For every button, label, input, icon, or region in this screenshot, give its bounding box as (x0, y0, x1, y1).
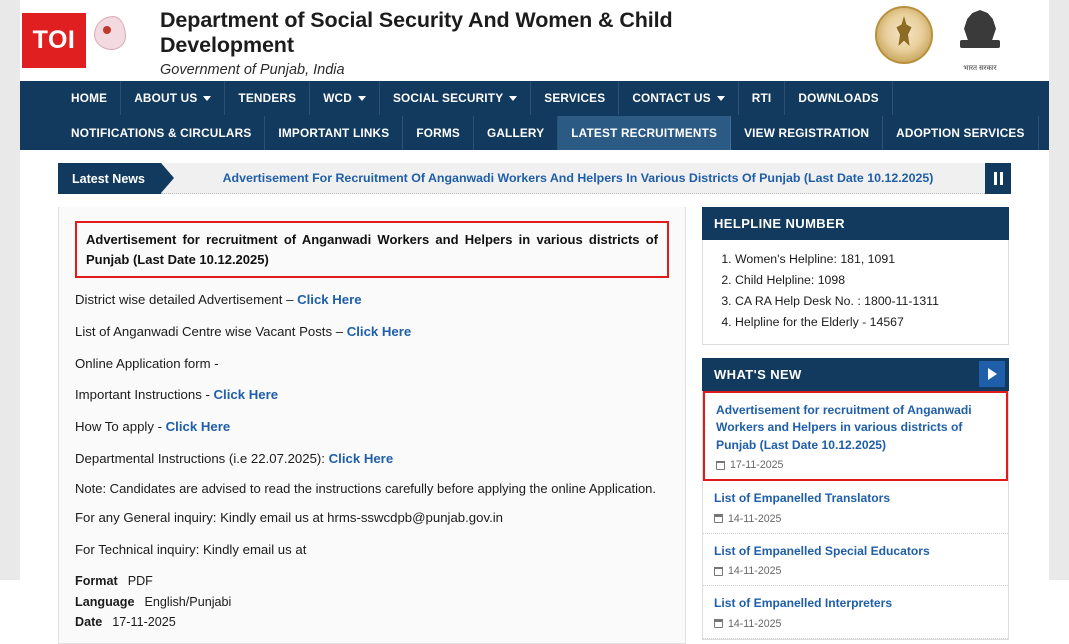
whats-new-item-date (714, 618, 997, 630)
nav-item-label: HOME (71, 91, 108, 105)
nav-item-adoption-services[interactable] (883, 116, 1038, 150)
info-row-label: Important Instructions - (75, 387, 214, 403)
click-here-link[interactable]: Click Here (213, 387, 279, 403)
emblems (873, 6, 1011, 73)
nav-item-downloads[interactable] (785, 81, 892, 115)
latest-news-ticker (58, 163, 1011, 194)
chevron-down-icon (203, 96, 211, 101)
nav-item-label: ADOPTION SERVICES (896, 125, 1025, 140)
info-row (75, 290, 669, 310)
nav-item-services[interactable] (531, 81, 619, 115)
nav-item-forms[interactable] (403, 116, 474, 150)
helpline-item: 1. Women's Helpline: 181, 1091 (735, 249, 996, 270)
list-item[interactable] (703, 391, 1008, 482)
toi-logo[interactable]: TOI (22, 13, 86, 68)
nav-item-important-links[interactable] (265, 116, 403, 150)
whats-new-item-title[interactable]: Advertisement for recruitment of Anganwadi Workers and Helpers in various districts of Punjab (Last Date 10.12.2025) (716, 402, 972, 452)
header-titles (160, 8, 760, 78)
list-item[interactable] (703, 481, 1008, 534)
helpline-panel-body (702, 240, 1009, 345)
whats-new-title: WHAT'S NEW (714, 366, 802, 382)
site-container (20, 0, 1049, 630)
meta-row (75, 571, 669, 591)
general-inquiry-email[interactable]: hrms-sswcdpb@punjab.gov.in (327, 509, 504, 525)
helpline-item: 3. CA RA Help Desk No. : 1800-11-1311 (735, 291, 996, 312)
technical-inquiry-row: For Technical inquiry: Kindly email us at (75, 541, 307, 557)
chevron-down-icon (358, 96, 366, 101)
general-inquiry-label: For any General inquiry: Kindly email us at (75, 509, 328, 525)
helpline-item: 4. Helpline for the Elderly - 14567 (735, 312, 996, 333)
main-article (58, 207, 686, 644)
nav-item-notifications-circulars[interactable] (58, 116, 265, 150)
helpline-panel (702, 207, 1009, 345)
whats-new-item-date (716, 459, 995, 471)
nav-item-label: VIEW REGISTRATION (744, 125, 870, 140)
toi-bird-icon (88, 10, 134, 66)
nav-item-label: IMPORTANT LINKS (278, 125, 390, 140)
nav-item-wcd[interactable] (310, 81, 380, 115)
info-row-label: District wise detailed Advertisement – (75, 292, 298, 307)
click-here-link[interactable]: Click Here (165, 419, 231, 435)
whats-new-panel (702, 358, 1009, 640)
meta-key: Language (75, 594, 135, 609)
whats-new-item-title[interactable]: List of Empanelled Translators (714, 491, 891, 506)
candidate-note: Note: Candidates are advised to read the instructions carefully before applying the online Application. (75, 480, 657, 496)
meta-value: 17-11-2025 (112, 615, 176, 630)
link-rows (75, 290, 669, 469)
page-subtitle: Government of Punjab, India (160, 61, 345, 78)
whats-new-item-title[interactable]: List of Empanelled Interpreters (714, 596, 893, 611)
nav-item-latest-recruitments[interactable] (558, 116, 731, 150)
calendar-icon (716, 461, 725, 470)
nav-item-label: DOWNLOADS (798, 91, 879, 105)
info-row-label: Online Application form - (75, 355, 219, 371)
ticker-text[interactable]: Advertisement For Recruitment Of Anganwadi Workers And Helpers In Various Districts Of Punjab (Last Date 10.12.2025) (161, 163, 985, 194)
meta-key: Date (75, 615, 103, 630)
nav-item-label: GALLERY (486, 125, 545, 140)
helpline-item: 2. Child Helpline: 1098 (735, 270, 996, 291)
meta-key: Format (75, 574, 118, 589)
date-value: 14-11-2025 (728, 565, 782, 578)
info-row-label: Departmental Instructions (i.e 22.07.2025): (75, 450, 329, 466)
meta-value: PDF (127, 574, 153, 589)
info-row-label: How To apply - (75, 419, 166, 435)
info-row (75, 385, 669, 405)
nav-item-rti[interactable] (739, 81, 786, 115)
whats-new-item-date (714, 565, 997, 577)
whats-new-header (702, 358, 1009, 391)
content-area (20, 194, 1049, 644)
calendar-icon (714, 567, 723, 576)
nav-item-label: WCD (323, 91, 352, 105)
sidebar (702, 207, 1009, 644)
nav-item-label: CONTACT US (632, 91, 711, 105)
nav-item-social-security[interactable] (380, 81, 531, 115)
click-here-link[interactable]: Click Here (297, 292, 362, 307)
calendar-icon (714, 514, 723, 523)
info-row (75, 322, 669, 342)
nav-item-label: TENDERS (238, 91, 297, 105)
nav-item-label: SOCIAL SECURITY (392, 91, 504, 105)
whats-new-item-title[interactable]: List of Empanelled Special Educators (714, 543, 930, 558)
list-item[interactable] (703, 586, 1008, 639)
date-value: 14-11-2025 (728, 512, 782, 525)
nav-item-label: RTI (751, 91, 772, 105)
site-header (20, 0, 1049, 81)
chevron-down-icon (509, 96, 517, 101)
whats-new-list (702, 391, 1009, 640)
calendar-icon (714, 619, 723, 628)
date-value: 17-11-2025 (730, 459, 784, 472)
click-here-link[interactable]: Click Here (328, 450, 394, 466)
india-national-emblem-icon (949, 6, 1011, 73)
list-item[interactable] (703, 534, 1008, 587)
info-row-label: List of Anganwadi Centre wise Vacant Posts – (75, 323, 347, 339)
page-title: Department of Social Security And Women & Child Development (160, 8, 673, 57)
general-inquiry-row (75, 508, 669, 528)
nav-item-label: ABOUT US (134, 91, 198, 105)
chevron-down-icon (717, 96, 725, 101)
helpline-list (715, 249, 996, 334)
click-here-link[interactable]: Click Here (346, 323, 412, 339)
main-navigation[interactable] (20, 81, 1049, 150)
info-row (75, 417, 669, 437)
nav-item-about-us[interactable] (121, 81, 225, 115)
meta-row (75, 612, 669, 632)
advertisement-highlight: Advertisement for recruitment of Anganwadi Workers and Helpers in various districts of Punjab (Last Date 10.12.2025) (75, 221, 669, 278)
nav-item-label: LATEST RECRUITMENTS (571, 125, 718, 140)
pause-icon[interactable] (985, 163, 1011, 194)
emblem-caption: भारत सरकार (963, 65, 997, 72)
meta-row (75, 592, 669, 612)
date-value: 14-11-2025 (728, 617, 782, 630)
nav-item-gallery[interactable] (474, 116, 558, 150)
nav-item-label: SERVICES (544, 91, 606, 105)
document-meta (75, 571, 669, 632)
ticker-label: Latest News (58, 163, 161, 194)
punjab-government-emblem-icon (873, 6, 935, 64)
whats-new-item-date (714, 513, 997, 525)
nav-item-label: NOTIFICATIONS & CIRCULARS (71, 125, 252, 140)
nav-item-tenders[interactable] (225, 81, 310, 115)
nav-item-label: FORMS (416, 125, 460, 140)
nav-item-contact-us[interactable] (619, 81, 738, 115)
helpline-panel-title: HELPLINE NUMBER (702, 207, 1009, 240)
nav-item-home[interactable] (58, 81, 121, 115)
meta-value: English/Punjabi (144, 594, 232, 609)
info-row (75, 354, 669, 374)
play-arrow-icon[interactable] (979, 361, 1005, 387)
nav-item-view-registration[interactable] (731, 116, 883, 150)
info-row (75, 449, 669, 469)
